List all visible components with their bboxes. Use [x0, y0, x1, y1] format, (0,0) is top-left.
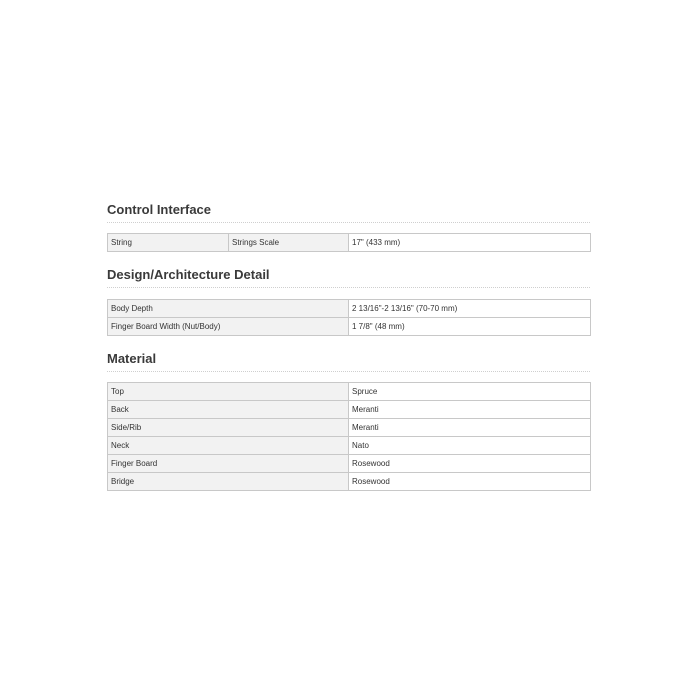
- spec-value: 17" (433 mm): [349, 234, 591, 252]
- spec-value: Rosewood: [349, 455, 591, 473]
- section-divider: [107, 222, 590, 223]
- spec-value: 1 7/8" (48 mm): [349, 318, 591, 336]
- table-row: [108, 419, 591, 437]
- table-row: [108, 383, 591, 401]
- design-architecture-table: [107, 299, 591, 336]
- section-divider: [107, 371, 590, 372]
- table-row: [108, 318, 591, 336]
- section-divider: [107, 287, 590, 288]
- section-title: Material: [107, 351, 157, 366]
- spec-label: Finger Board: [108, 455, 349, 473]
- spec-label: String: [108, 234, 229, 252]
- spec-label: Back: [108, 401, 349, 419]
- design-architecture-section: [107, 266, 590, 336]
- spec-value: Meranti: [349, 401, 591, 419]
- spec-value: Nato: [349, 437, 591, 455]
- spec-label: Body Depth: [108, 300, 349, 318]
- table-row: [108, 300, 591, 318]
- material-table: [107, 382, 591, 491]
- section-title: Control Interface: [107, 202, 212, 217]
- section-title: Design/Architecture Detail: [107, 267, 270, 282]
- spec-label: Top: [108, 383, 349, 401]
- spec-label: Bridge: [108, 473, 349, 491]
- spec-value: Spruce: [349, 383, 591, 401]
- table-row: [108, 455, 591, 473]
- table-row: [108, 437, 591, 455]
- spec-label: Finger Board Width (Nut/Body): [108, 318, 349, 336]
- material-section: [107, 350, 590, 491]
- spec-label: Neck: [108, 437, 349, 455]
- spec-value: 2 13/16"-2 13/16" (70-70 mm): [349, 300, 591, 318]
- control-interface-table: [107, 233, 591, 252]
- control-interface-section: [107, 201, 590, 252]
- spec-value: Meranti: [349, 419, 591, 437]
- table-row: [108, 473, 591, 491]
- spec-value: Rosewood: [349, 473, 591, 491]
- spec-label: Side/Rib: [108, 419, 349, 437]
- table-row: [108, 234, 591, 252]
- spec-sublabel: Strings Scale: [229, 234, 349, 252]
- table-row: [108, 401, 591, 419]
